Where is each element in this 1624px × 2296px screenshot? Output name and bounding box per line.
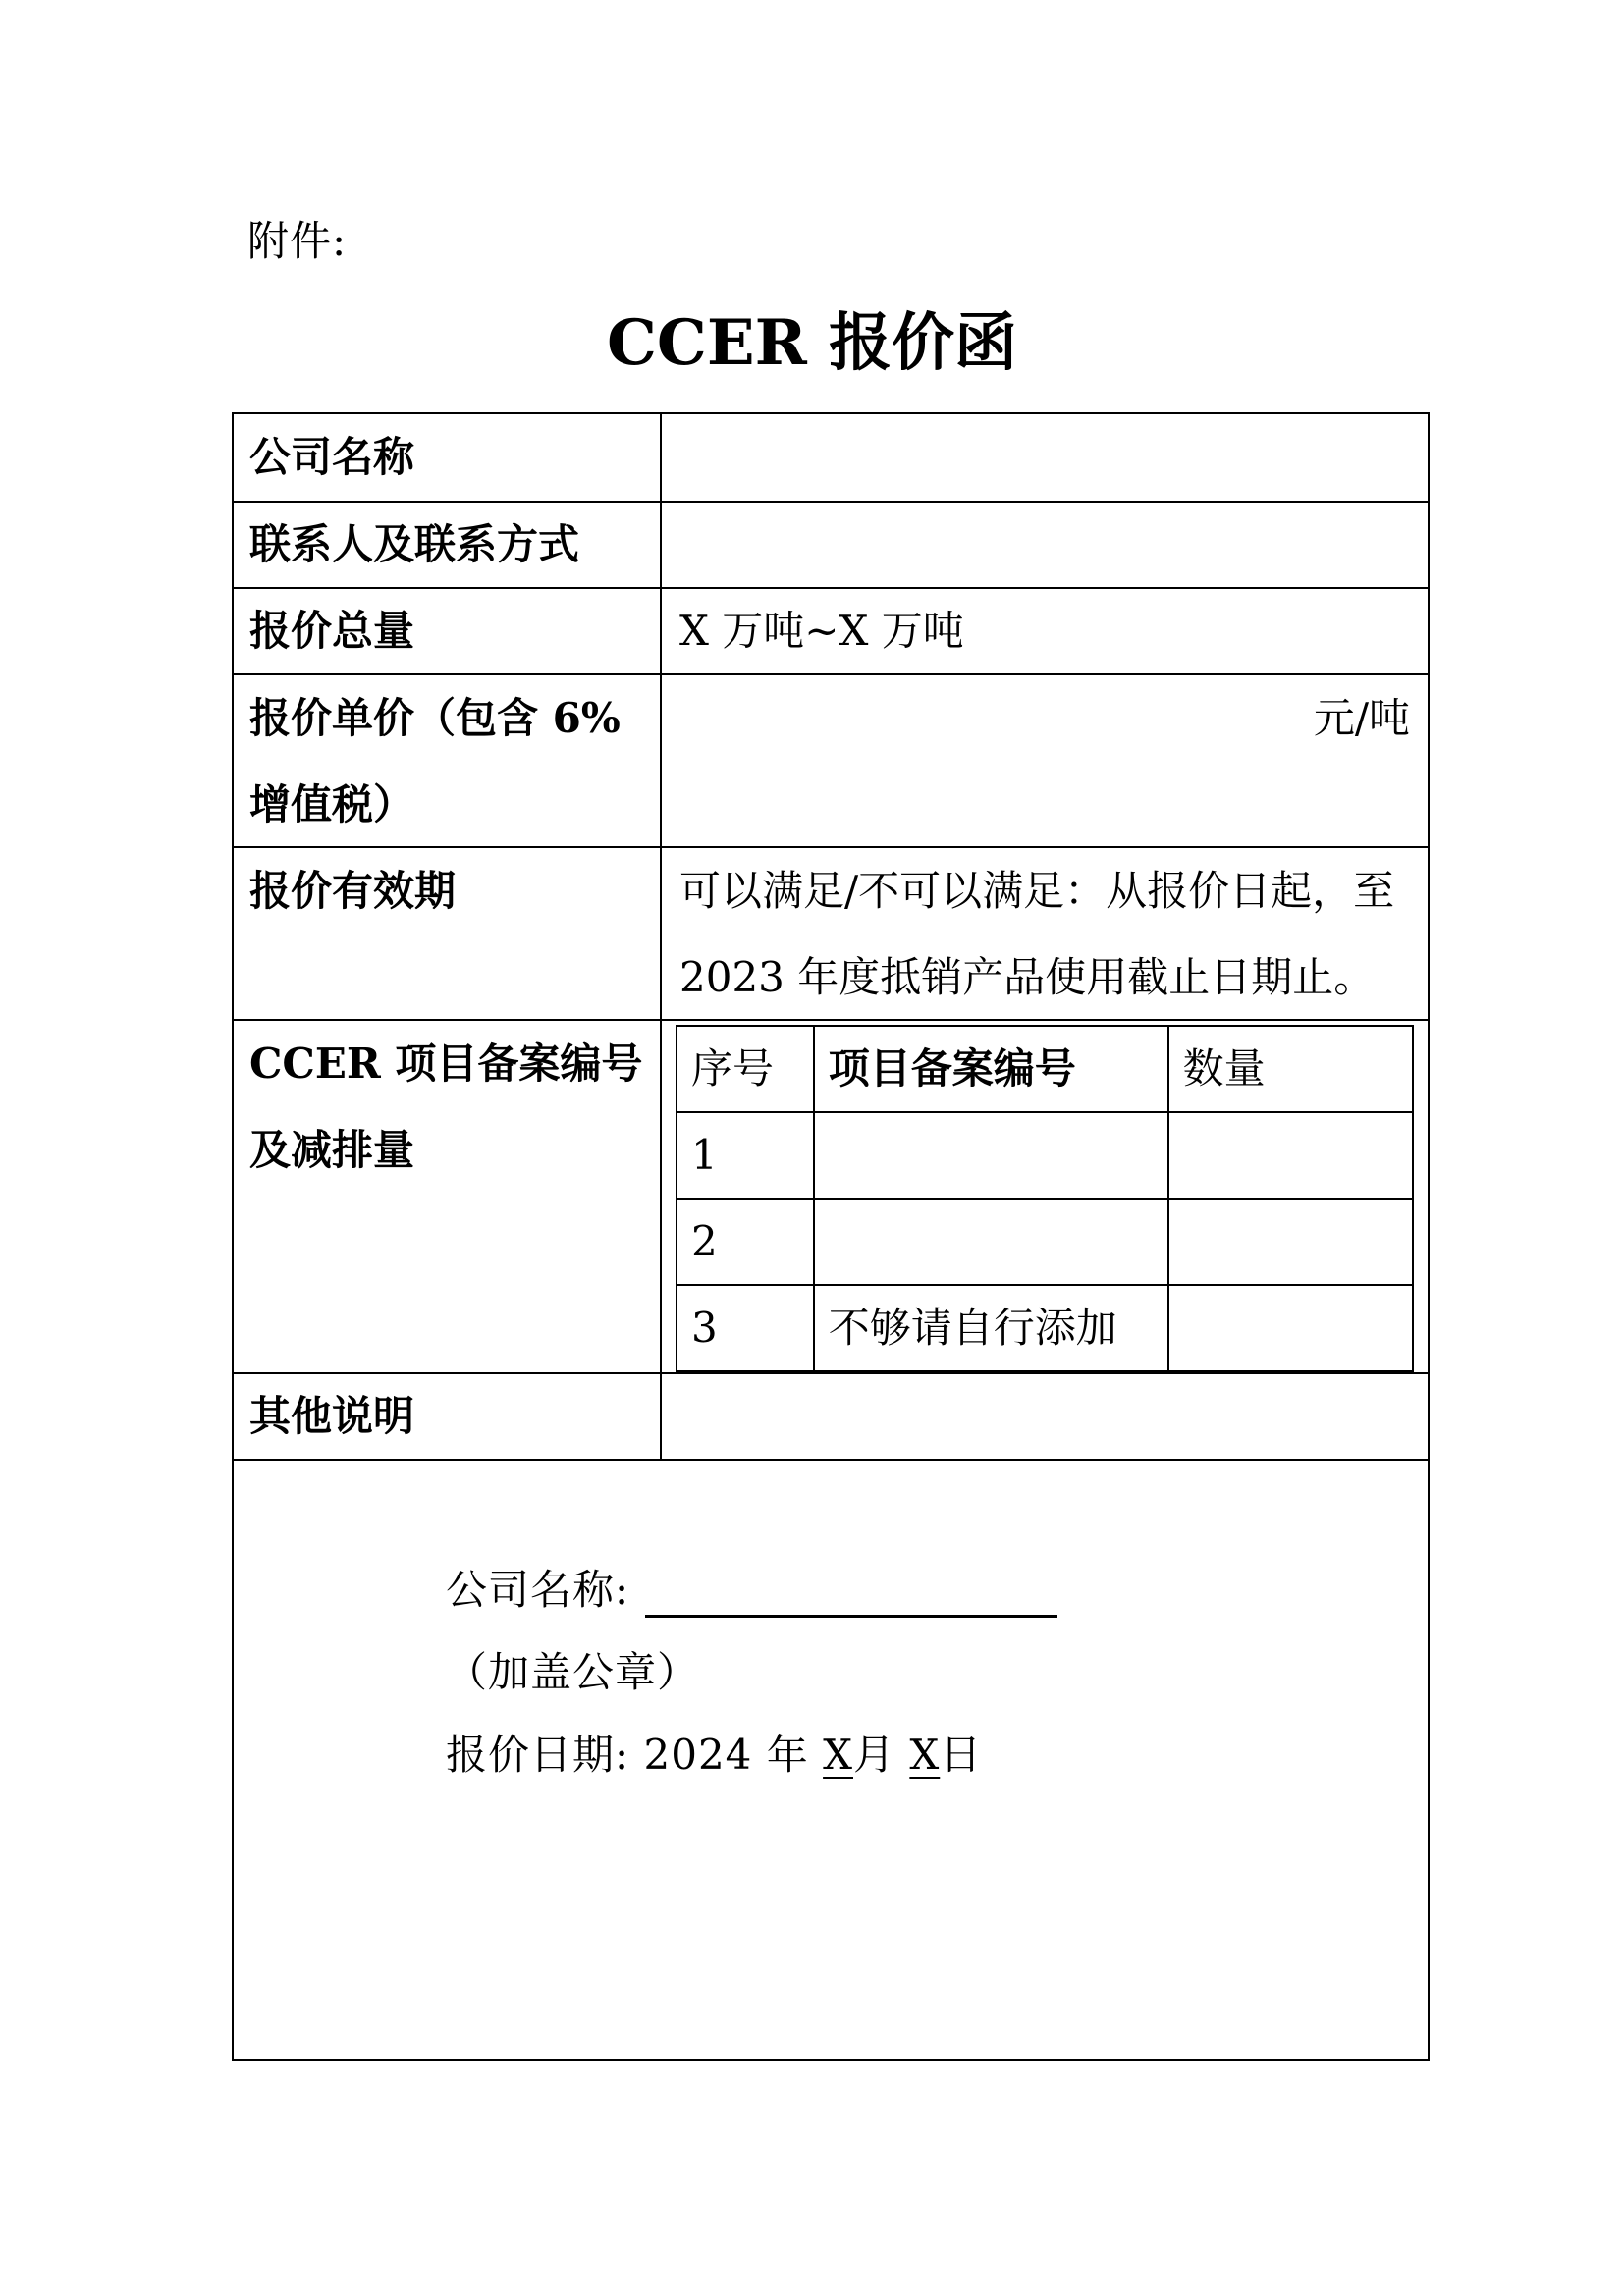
unit-price-label bbox=[234, 675, 662, 846]
date-day-label: 日 bbox=[940, 1731, 983, 1779]
contact-field[interactable] bbox=[662, 503, 1428, 587]
row-index: 2 bbox=[677, 1199, 814, 1285]
header-project-number: 项目备案编号 bbox=[814, 1026, 1168, 1112]
company-name-label: 公司名称 bbox=[234, 414, 662, 501]
table-row bbox=[677, 1285, 1413, 1371]
other-label: 其他说明 bbox=[234, 1374, 662, 1459]
project-number-cell[interactable] bbox=[814, 1199, 1168, 1285]
unit-price-label-line2: 增值税） bbox=[249, 780, 415, 828]
ccer-project-label-line2: 及减排量 bbox=[249, 1126, 415, 1174]
quantity-cell[interactable] bbox=[1168, 1199, 1413, 1285]
ccer-project-label-line1: CCER 项目备案编号 bbox=[249, 1040, 643, 1088]
row-index: 3 bbox=[677, 1285, 814, 1371]
date-prefix: 报价日期: 2024 年 bbox=[446, 1731, 824, 1779]
signature-company-line[interactable] bbox=[645, 1575, 1057, 1618]
quantity-cell[interactable] bbox=[1168, 1112, 1413, 1199]
ccer-project-cell bbox=[662, 1021, 1428, 1372]
contact-label: 联系人及联系方式 bbox=[234, 503, 662, 587]
row-unit-price bbox=[234, 675, 1428, 848]
table-row bbox=[677, 1199, 1413, 1285]
validity-line2: 2023 年度抵销产品使用截止日期止。 bbox=[679, 953, 1376, 1001]
validity-field[interactable] bbox=[662, 848, 1428, 1019]
attachment-label: 附件: bbox=[247, 217, 348, 265]
signature-company-label: 公司名称: bbox=[446, 1566, 630, 1614]
ccer-project-table bbox=[676, 1025, 1414, 1372]
project-number-cell[interactable]: 不够请自行添加 bbox=[814, 1285, 1168, 1371]
validity-line1: 可以满足/不可以满足：从报价日起，至 bbox=[679, 867, 1395, 915]
company-name-field[interactable] bbox=[662, 414, 1428, 501]
row-ccer-project bbox=[234, 1021, 1428, 1374]
header-index: 序号 bbox=[677, 1026, 814, 1112]
total-quote-field[interactable]: X 万吨~X 万吨 bbox=[679, 607, 964, 655]
unit-price-field[interactable]: 元/吨 bbox=[1313, 694, 1410, 742]
table-row bbox=[677, 1112, 1413, 1199]
quote-form bbox=[232, 412, 1430, 2061]
row-other bbox=[234, 1374, 1428, 1461]
row-contact bbox=[234, 503, 1428, 589]
other-field[interactable] bbox=[662, 1374, 1428, 1459]
row-company-name bbox=[234, 414, 1428, 503]
date-month-value[interactable]: X bbox=[823, 1731, 853, 1779]
ccer-project-label bbox=[234, 1021, 662, 1372]
signature-company bbox=[446, 1563, 1057, 1618]
header-quantity: 数量 bbox=[1168, 1026, 1413, 1112]
date-day-value[interactable]: X bbox=[909, 1731, 941, 1779]
signature-seal-note: （加盖公章） bbox=[446, 1648, 700, 1696]
date-month-label: 月 bbox=[853, 1731, 910, 1779]
signature-date bbox=[446, 1728, 982, 1783]
validity-label: 报价有效期 bbox=[234, 848, 662, 1019]
row-validity bbox=[234, 848, 1428, 1021]
table-header-row bbox=[677, 1026, 1413, 1112]
project-number-cell[interactable] bbox=[814, 1112, 1168, 1199]
quantity-cell[interactable] bbox=[1168, 1285, 1413, 1371]
row-total-quote bbox=[234, 589, 1428, 675]
total-quote-label: 报价总量 bbox=[234, 589, 662, 673]
unit-price-label-line1: 报价单价（包含 6% bbox=[249, 694, 621, 742]
page-title: CCER 报价函 bbox=[606, 306, 1018, 380]
row-index: 1 bbox=[677, 1112, 814, 1199]
